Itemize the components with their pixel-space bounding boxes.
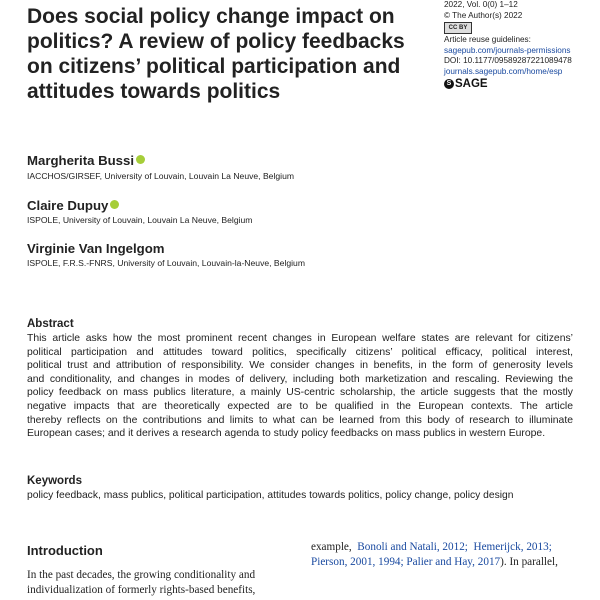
author-name: Virginie Van Ingelgom bbox=[27, 241, 165, 256]
citation-link[interactable]: Pierson, 2001, 1994; bbox=[311, 556, 404, 568]
orcid-icon[interactable] bbox=[110, 200, 119, 209]
body-line: In the past decades, the growing conditionality and bbox=[27, 569, 256, 581]
body-text: example, bbox=[311, 541, 352, 553]
body-text: ). In parallel, bbox=[500, 556, 558, 568]
doi-line[interactable]: DOI: 10.1177/09589287221089478 bbox=[444, 56, 572, 66]
title-line: politics? A review of policy feedbacks bbox=[27, 30, 405, 53]
author-name: Margherita Bussi bbox=[27, 153, 145, 168]
abstract-line: negative impacts that are theoretically expected are to be qualified in the European contexts. The article bbox=[27, 400, 573, 412]
citation-link[interactable]: Palier and Hay, 2017 bbox=[406, 556, 501, 568]
citation-link[interactable]: Bonoli and Natali, 2012; bbox=[357, 541, 468, 553]
author-affiliation: IACCHOS/GIRSEF, University of Louvain, Louvain La Neuve, Belgium bbox=[27, 171, 295, 181]
volume-line: 2022, Vol. 0(0) 1–12 bbox=[444, 0, 518, 9]
cc-license-icon[interactable]: CC BY bbox=[444, 22, 472, 34]
author-name: Claire Dupuy bbox=[27, 198, 119, 213]
publisher-name: SAGE bbox=[455, 77, 488, 90]
copyright-line: © The Author(s) 2022 bbox=[444, 10, 523, 20]
intro-column-right bbox=[311, 540, 573, 570]
publisher-logo bbox=[444, 79, 600, 90]
sage-logo-icon: S bbox=[444, 79, 454, 89]
title-line: Does social policy change impact on bbox=[27, 5, 395, 28]
title-line: on citizens’ political participation and bbox=[27, 55, 401, 78]
author-affiliation: ISPOLE, F.R.S.-FNRS, University of Louvain, Louvain-la-Neuve, Belgium bbox=[27, 258, 305, 268]
body-line: individualization of formerly rights-based benefits, bbox=[27, 584, 256, 596]
title-line: attitudes towards politics bbox=[27, 80, 281, 103]
abstract-heading: Abstract bbox=[27, 318, 74, 330]
journal-meta bbox=[444, 0, 600, 89]
abstract-line: European cases; and it derives a research agenda to study policy feedbacks on mass publics in western Europe. bbox=[27, 428, 546, 440]
keywords-text: policy feedback, mass publics, political participation, attitudes towards politics, policy change, policy design bbox=[27, 490, 514, 501]
introduction-heading: Introduction bbox=[27, 543, 103, 558]
citation-link[interactable]: Hemerijck, 2013; bbox=[473, 541, 552, 553]
journal-link[interactable]: journals.sagepub.com/home/esp bbox=[444, 66, 563, 76]
intro-column-left bbox=[27, 568, 292, 598]
keywords-heading: Keywords bbox=[27, 475, 82, 487]
article-title bbox=[27, 4, 432, 104]
abstract-line: political trust and attribution of responsibility. We consider changes in benefits, in the form of generosity levels bbox=[27, 360, 573, 372]
body-line bbox=[311, 540, 573, 555]
body-line bbox=[311, 555, 573, 570]
abstract-line: thereby reflects on the contributions and limits to what can be learned from this body of research to illuminate bbox=[27, 414, 573, 426]
abstract-line: policy feedback on mass publics literature, a mainly US-centric scholarship, the article suggests that the mostly bbox=[27, 387, 573, 399]
abstract-line: political participation and attitudes toward politics, specifically citizens’ political efficacy, political interest, bbox=[27, 346, 573, 358]
author-affiliation: ISPOLE, University of Louvain, Louvain La Neuve, Belgium bbox=[27, 215, 253, 225]
reuse-label: Article reuse guidelines: bbox=[444, 35, 531, 45]
orcid-icon[interactable] bbox=[136, 155, 145, 164]
abstract-body bbox=[27, 332, 573, 441]
abstract-line: and conditionality, and changes in modes of delivery, including both marketization and rescaling. Reviewing the bbox=[27, 373, 573, 385]
abstract-line: This article asks how the most prominent recent changes in European welfare states are relevant for citizens’ bbox=[27, 333, 573, 344]
permissions-link[interactable]: sagepub.com/journals-permissions bbox=[444, 45, 571, 55]
